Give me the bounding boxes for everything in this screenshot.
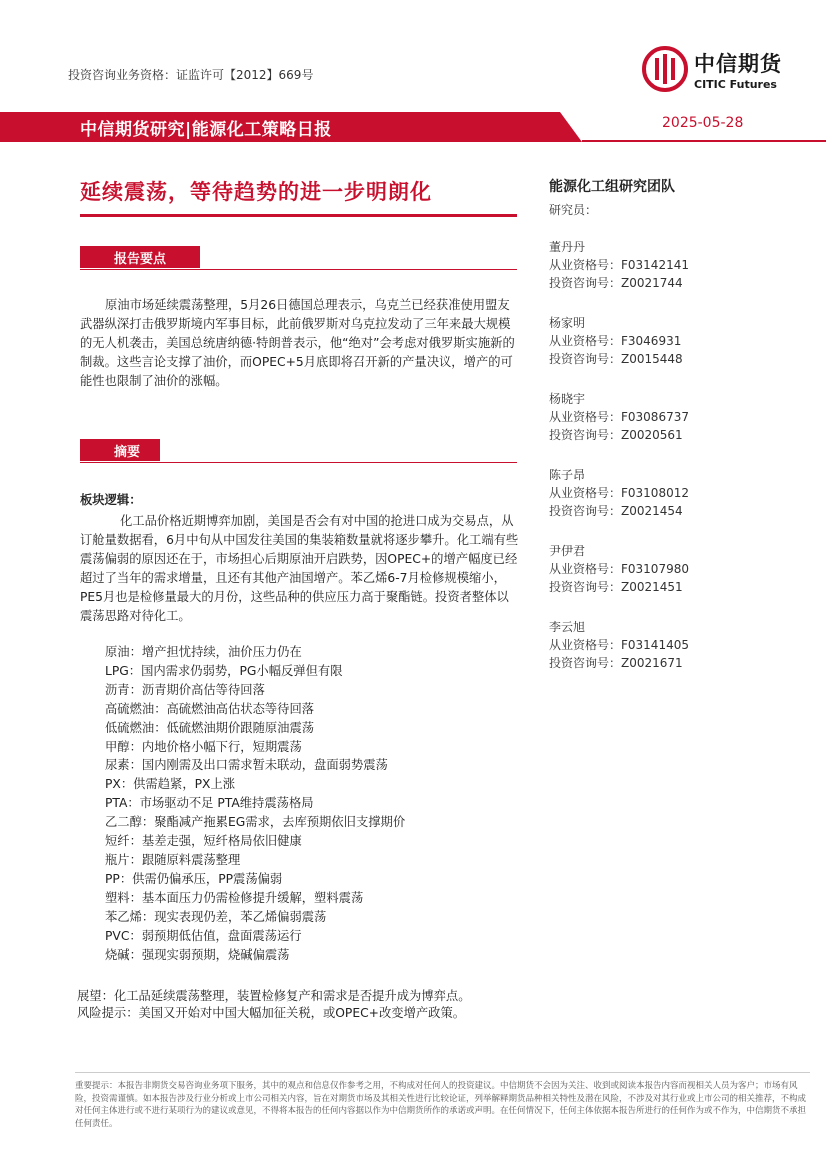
list-item: 原油：增产担忧持续，油价压力仍在 bbox=[105, 645, 302, 659]
disclaimer-text: 重要提示：本报告非期货交易咨询业务项下服务，其中的观点和信息仅作参考之用，不构成对任何人的投资建议。中信期货不会因为关注、收到或阅读本报告内容而视相关人员为客户；市场有风险，投资需谨慎。如本报告涉及行业分析或上市公司相关内容，旨在对期货市场及其相关性进行比较论证，列举解释期货品种相关特性及潜在风险，不涉及对其行业或上市公司的相关推荐，不构成对任何主体进行或不进行某项行为的建议或意见，不得将本报告的任何内容据以作为中信期货所作的承诺或声明。在任何情况下，任何主体依据本报告所进行的任何作为或不作为，中信期货不承担任何责任。 bbox=[75, 1081, 807, 1129]
report-date: 2025-05-28 bbox=[662, 115, 744, 131]
citic-logo-icon bbox=[642, 46, 688, 92]
section-label: 报告要点 bbox=[114, 252, 167, 267]
analyst-card bbox=[549, 466, 689, 520]
analyst-qualification: 从业资格号：F03142141 bbox=[549, 258, 689, 272]
analyst-consult-number: 投资咨询号：Z0021451 bbox=[549, 580, 683, 594]
license-text: 投资咨询业务资格：证监许可【2012】669号 bbox=[68, 68, 314, 82]
list-item: 尿素：国内刚需及出口需求暂未联动，盘面弱势震荡 bbox=[105, 758, 388, 773]
section-header-report-points bbox=[80, 246, 517, 268]
list-item: 烧碱：强现实弱预期，烧碱偏震荡 bbox=[105, 947, 290, 962]
list-item: 瓶片：跟随原料震荡整理 bbox=[105, 852, 241, 867]
analyst-qualification: 从业资格号：F03108012 bbox=[549, 486, 689, 500]
analyst-qualification: 从业资格号：F03086737 bbox=[549, 410, 689, 424]
analyst-card bbox=[549, 390, 689, 444]
list-item: 塑料：基本面压力仍需检修提升缓解，塑料震荡 bbox=[105, 890, 364, 905]
logo-english-name: CITIC Futures bbox=[694, 78, 777, 91]
analyst-name: 杨家明 bbox=[549, 316, 586, 330]
logo-chinese-name: 中信期货 bbox=[694, 52, 782, 76]
analyst-card bbox=[549, 618, 689, 672]
list-item: PP：供需仍偏承压，PP震荡偏弱 bbox=[105, 871, 283, 886]
risk-text: 风险提示：美国又开始对中国大幅加征关税，或OPEC+改变增产政策。 bbox=[77, 1006, 466, 1020]
list-item: 短纤：基差走强，短纤格局依旧健康 bbox=[105, 834, 302, 849]
page-title: 延续震荡，等待趋势的进一步明朗化 bbox=[80, 180, 432, 204]
analyst-consult-number: 投资咨询号：Z0021454 bbox=[549, 504, 683, 518]
list-item: 低硫燃油：低硫燃油期价跟随原油震荡 bbox=[105, 720, 315, 735]
list-item: PX：供需趋紧，PX上涨 bbox=[105, 777, 236, 792]
analyst-consult-number: 投资咨询号：Z0021671 bbox=[549, 656, 683, 670]
headline-divider bbox=[80, 214, 517, 217]
team-subtitle: 研究员： bbox=[549, 203, 598, 217]
section-header-summary bbox=[80, 439, 517, 461]
analyst-name: 董丹丹 bbox=[549, 240, 586, 254]
product-outlook-list bbox=[105, 643, 405, 964]
list-item: 甲醇：内地价格小幅下行，短期震荡 bbox=[105, 739, 302, 754]
logic-title: 板块逻辑： bbox=[80, 493, 142, 507]
list-item: LPG：国内需求仍弱势，PG小幅反弹但有限 bbox=[105, 663, 343, 678]
analyst-name: 陈子昂 bbox=[549, 468, 586, 482]
analyst-consult-number: 投资咨询号：Z0020561 bbox=[549, 428, 683, 442]
report-series-title: 中信期货研究|能源化工策略日报 bbox=[80, 120, 332, 140]
outlook-text: 展望：化工品延续震荡整理，装置检修复产和需求是否提升成为博弈点。 bbox=[77, 989, 471, 1003]
analyst-qualification: 从业资格号：F03141405 bbox=[549, 638, 689, 652]
analyst-qualification: 从业资格号：F03107980 bbox=[549, 562, 689, 576]
analyst-consult-number: 投资咨询号：Z0021744 bbox=[549, 276, 683, 290]
analyst-name: 尹伊君 bbox=[549, 544, 586, 558]
analyst-qualification: 从业资格号：F3046931 bbox=[549, 334, 682, 348]
list-item: PVC：弱预期低估值，盘面震荡运行 bbox=[105, 928, 302, 943]
team-title: 能源化工组研究团队 bbox=[549, 179, 675, 195]
analyst-name: 杨晓宇 bbox=[549, 392, 586, 406]
list-item: 高硫燃油：高硫燃油高估状态等待回落 bbox=[105, 701, 315, 716]
list-item: 苯乙烯：现实表现仍差，苯乙烯偏弱震荡 bbox=[105, 909, 327, 924]
analyst-consult-number: 投资咨询号：Z0015448 bbox=[549, 352, 683, 366]
list-item: 乙二醇：聚酯减产拖累EG需求，去库预期依旧支撑期价 bbox=[105, 815, 406, 830]
footer-divider bbox=[75, 1072, 810, 1073]
list-item: PTA：市场驱动不足 PTA维持震荡格局 bbox=[105, 796, 314, 811]
logic-body: 化工品价格近期博弈加剧，美国是否会有对中国的抢进口成为交易点，从订舱量数据看，6月中旬从中国发往美国的集装箱数量就将逐步攀升。化工端有些震荡偏弱的原因还在于，市场担心后期原油开启跌势，因OPEC+的增产幅度已经超过了当年的需求增量，且还有其他产油国增产。苯乙烯6-7月检修规模缩小，PE5月也是检修量最大的月份，这些品种的供应压力高于聚酯链。投资者整体以震荡思路对待化工。 bbox=[80, 514, 519, 623]
analyst-name: 李云旭 bbox=[549, 620, 586, 634]
report-points-body: 原油市场延续震荡整理，5月26日德国总理表示，乌克兰已经获准使用盟友武器纵深打击俄罗斯境内军事目标，此前俄罗斯对乌克拉发动了三年来最大规模的无人机袭击，美国总统唐纳德·特朗普表示，他“绝对”会考虑对俄罗斯实施新的制裁。这些言论支撑了油价，而OPEC+5月底即将召开新的产量决议，增产的可能性也限制了油价的涨幅。 bbox=[80, 298, 515, 388]
analyst-card bbox=[549, 238, 689, 292]
analyst-card bbox=[549, 314, 683, 368]
analyst-card bbox=[549, 542, 689, 596]
section-label: 摘要 bbox=[114, 445, 141, 460]
list-item: 沥青：沥青期价高估等待回落 bbox=[105, 682, 265, 697]
